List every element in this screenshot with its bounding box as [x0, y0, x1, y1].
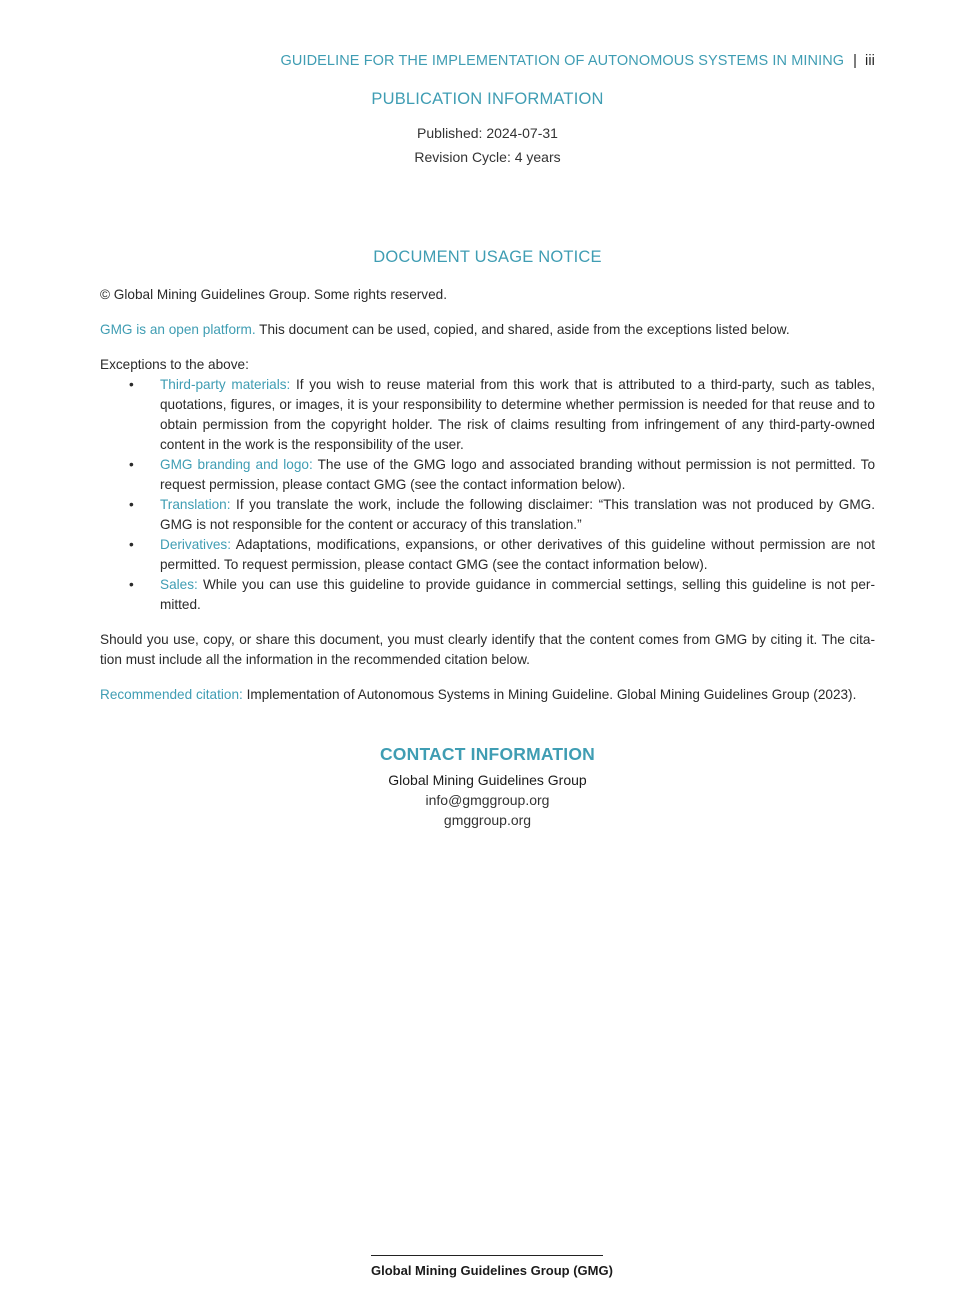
exception-label: Translation:	[160, 497, 231, 512]
citing-paragraph: Should you use, copy, or share this document, you must clearly identify that the content comes from GMG by citing it. The cita-tion must include all the information in the recommended citation below.	[100, 632, 875, 667]
exception-item	[100, 535, 875, 575]
footer-divider	[371, 1255, 603, 1256]
usage-notice-body	[100, 285, 875, 705]
exception-text: If you translate the work, include the following disclaimer: “This translation was not produced by GMG. GMG is not responsible for the content or accuracy of this translation.”	[160, 497, 875, 532]
citation-text: Implementation of Autonomous Systems in Mining Guideline. Global Mining Guidelines Group (2023).	[242, 687, 857, 702]
published-date: Published: 2024-07-31	[417, 125, 558, 141]
contact-email[interactable]: info@gmggroup.org	[425, 792, 550, 808]
publication-section	[0, 90, 975, 169]
bullet-icon: •	[129, 537, 134, 552]
exception-item	[100, 375, 875, 455]
exception-text: Adaptations, modifications, expansions, or other derivatives of this guideline without permission are not permitted. To request permission, please contact GMG (see the contact information below).	[160, 537, 875, 572]
exception-text: The use of the GMG logo and associated branding without permission is not permitted. To request permission, please contact GMG (see the contact information below).	[160, 457, 875, 492]
exception-label: Third-party materials:	[160, 377, 291, 392]
exception-label: Sales:	[160, 577, 198, 592]
document-title: GUIDELINE FOR THE IMPLEMENTATION OF AUTONOMOUS SYSTEMS IN MINING	[280, 53, 845, 69]
usage-notice-title: DOCUMENT USAGE NOTICE	[373, 248, 602, 266]
contact-website[interactable]: gmggroup.org	[443, 812, 532, 828]
page-number: iii	[865, 53, 875, 69]
footer-organization: Global Mining Guidelines Group (GMG)	[371, 1263, 613, 1278]
contact-organization: Global Mining Guidelines Group	[388, 772, 587, 788]
contact-title: CONTACT INFORMATION	[379, 744, 596, 764]
publication-title: PUBLICATION INFORMATION	[371, 90, 604, 108]
exceptions-list	[100, 375, 875, 615]
usage-notice-heading	[0, 248, 975, 267]
open-platform-paragraph	[100, 320, 875, 340]
open-platform-lead: GMG is an open platform.	[100, 322, 256, 337]
bullet-icon: •	[129, 377, 134, 392]
exception-label: Derivatives:	[160, 537, 232, 552]
copyright-notice: © Global Mining Guidelines Group. Some rights reserved.	[100, 287, 447, 302]
revision-cycle: Revision Cycle: 4 years	[414, 149, 561, 165]
exception-item	[100, 495, 875, 535]
exception-label: GMG branding and logo:	[160, 457, 313, 472]
bullet-icon: •	[129, 497, 134, 512]
recommended-citation	[100, 685, 875, 705]
exception-text: While you can use this guideline to provide guidance in commercial settings, selling this guideline is not per-mitted.	[160, 577, 875, 612]
bullet-icon: •	[129, 457, 134, 472]
bullet-icon: •	[129, 577, 134, 592]
exceptions-intro: Exceptions to the above:	[100, 357, 249, 372]
exception-text: If you wish to reuse material from this work that is attributed to a third-party, such as tables, quotations, figures, or images, it is your responsibility to determine whether permission is needed for that reuse and to obtain permission from the copyright holder. The risk of claims resulting from infringement of any third-party-owned content in the work is the responsibility of the user.	[160, 377, 876, 452]
citation-label: Recommended citation:	[100, 687, 243, 702]
running-header	[281, 53, 875, 69]
open-platform-text: This document can be used, copied, and shared, aside from the exceptions listed below.	[255, 322, 790, 337]
header-separator: |	[853, 53, 858, 69]
contact-section	[0, 744, 975, 830]
exception-item	[100, 575, 875, 615]
exception-item	[100, 455, 875, 495]
